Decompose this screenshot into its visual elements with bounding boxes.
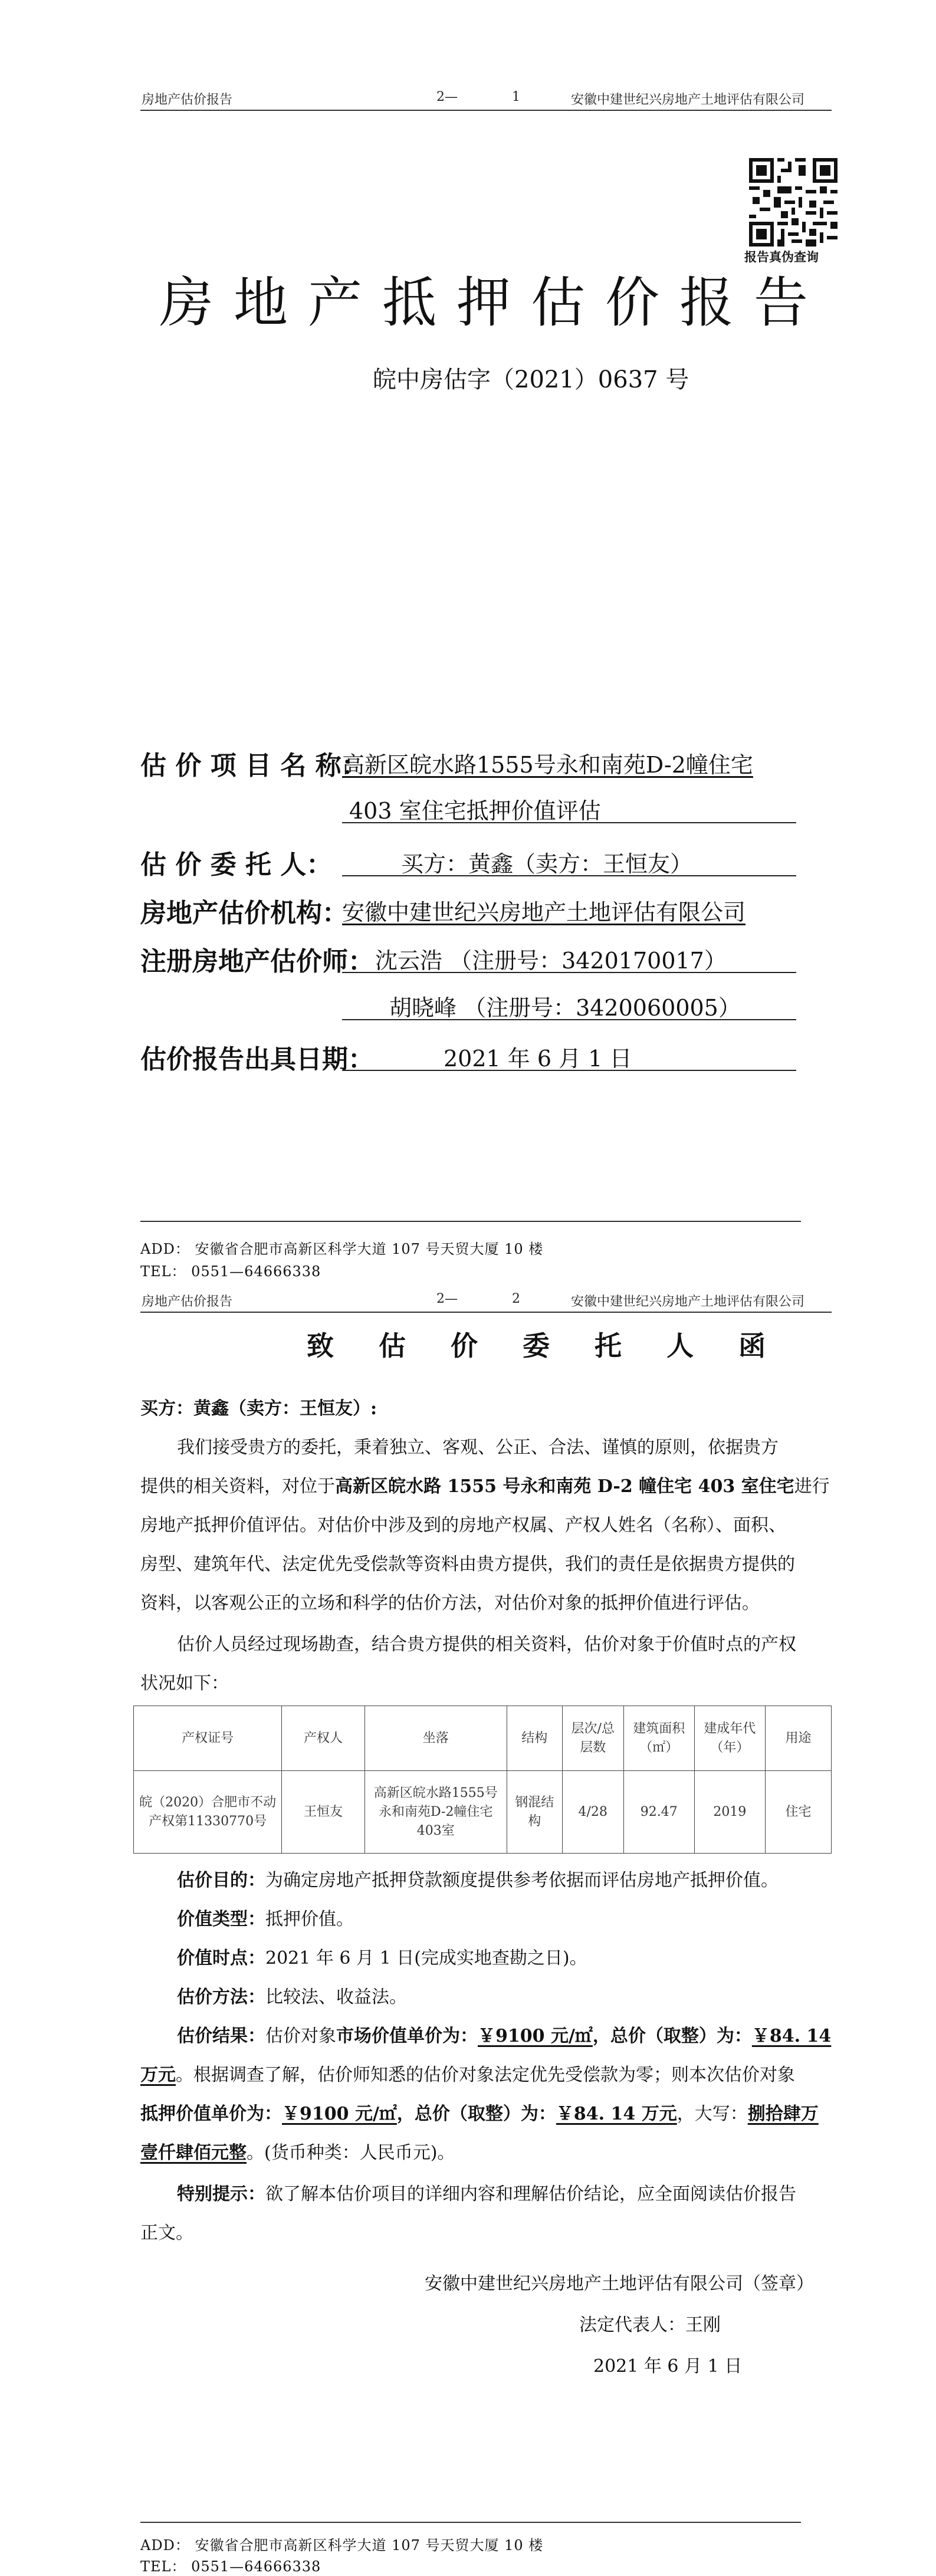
table-header-cell: 建筑面积（㎡） <box>623 1706 694 1771</box>
table-cell: 92.47 <box>623 1771 694 1854</box>
notice-line: 正文。 <box>140 2223 193 2243</box>
table-header-cell: 建成年代（年） <box>694 1706 765 1771</box>
letter-paragraph-line: 我们接受贵方的委托，秉着独立、客观、公正、合法、谨慎的原则，依据贵方 <box>177 1437 779 1458</box>
table-cell: 钢混结构 <box>507 1771 562 1854</box>
report-title: 房地产抵押估价报告 <box>159 271 829 334</box>
table-header-cell: 坐落 <box>364 1706 507 1771</box>
table-header-cell: 产权人 <box>282 1706 364 1771</box>
result-line: 估价结果：估价对象市场价值单价为：￥9100 元/㎡，总价（取整）为：￥84. 14 <box>177 2026 832 2046</box>
agency-value: 安徽中建世纪兴房地产土地评估有限公司 <box>342 899 746 925</box>
footer-address: ADD： 安徽省合肥市高新区科学大道 107 号天贸大厦 10 楼 <box>140 2537 544 2554</box>
page-number: 2 <box>512 1292 520 1306</box>
letter-paragraph-line: 估价人员经过现场勘查，结合贵方提供的相关资料，估价对象于价值时点的产权 <box>177 1634 796 1655</box>
signature-company: 安徽中建世纪兴房地产土地评估有限公司（签章） <box>425 2273 814 2294</box>
table-cell: 王恒友 <box>282 1771 364 1854</box>
page-header-right: 安徽中建世纪兴房地产土地评估有限公司 <box>571 93 805 107</box>
project-name-line1: 高新区皖水路1555号永和南苑D-2幢住宅 <box>342 752 753 778</box>
table-row <box>134 1771 832 1854</box>
client-value: 买方：黄鑫（卖方：王恒友） <box>401 851 693 877</box>
appraiser-2: 胡晓峰 （注册号：3420060005） <box>389 995 741 1021</box>
page-header-left: 房地产估价报告 <box>142 1294 233 1309</box>
page-number: 1 <box>512 90 520 104</box>
signature-date: 2021 年 6 月 1 日 <box>593 2356 743 2377</box>
notice-line: 特别提示：欲了解本估价项目的详细内容和理解估价结论，应全面阅读估价报告 <box>177 2184 796 2204</box>
result-line: 抵押价值单价为：￥9100 元/㎡，总价（取整）为：￥84. 14 万元，大写：捌拾肆万 <box>140 2104 819 2124</box>
table-cell: 2019 <box>694 1771 765 1854</box>
qr-code-icon[interactable] <box>749 158 838 247</box>
letter-paragraph-line: 提供的相关资料，对位于高新区皖水路 1555 号永和南苑 D-2 幢住宅 403 室住宅进行 <box>140 1476 830 1497</box>
table-header-row <box>134 1706 832 1771</box>
result-line: 壹仟肆佰元整。(货币种类：人民币元)。 <box>140 2143 455 2163</box>
letter-title: 致 估 价 委 托 人 函 <box>307 1330 784 1362</box>
page-header-left: 房地产估价报告 <box>142 93 233 107</box>
client-label: 估 价 委 托 人： <box>140 850 333 880</box>
letter-addressee: 买方：黄鑫（卖方：王恒友）: <box>140 1398 377 1419</box>
value-time-line: 价值时点：2021 年 6 月 1 日(完成实地查勘之日)。 <box>177 1948 587 1969</box>
table-header-cell: 用途 <box>765 1706 831 1771</box>
page-header-mid: 2— <box>436 90 458 104</box>
result-line: 万元。根据调查了解，估价师知悉的估价对象法定优先受偿款为零；则本次估价对象 <box>140 2065 795 2085</box>
letter-paragraph-line: 房地产抵押价值评估。对估价中涉及到的房地产权属、产权人姓名（名称）、面积、 <box>140 1515 786 1536</box>
value-type-line: 价值类型：抵押价值。 <box>177 1909 354 1930</box>
table-header-cell: 层次/总层数 <box>562 1706 623 1771</box>
table-header-cell: 结构 <box>507 1706 562 1771</box>
letter-paragraph-line: 资料，以客观公正的立场和科学的估价方法，对估价对象的抵押价值进行评估。 <box>140 1593 760 1614</box>
letter-paragraph-line: 房型、建筑年代、法定优先受偿款等资料由贵方提供，我们的责任是依据贵方提供的 <box>140 1554 795 1575</box>
table-cell: 皖（2020）合肥市不动产权第11330770号 <box>134 1771 282 1854</box>
project-name-label: 估 价 项 目 名 称： <box>140 751 367 781</box>
table-cell: 4/28 <box>562 1771 623 1854</box>
property-table <box>133 1706 832 1854</box>
report-date-value: 2021 年 6 月 1 日 <box>444 1046 632 1072</box>
letter-paragraph-line: 状况如下： <box>140 1673 229 1694</box>
page-header-right: 安徽中建世纪兴房地产土地评估有限公司 <box>571 1294 805 1309</box>
appraiser-1: 沈云浩 （注册号：3420170017） <box>375 948 727 974</box>
project-name-line2: 403 室住宅抵押价值评估 <box>349 798 601 824</box>
report-number: 皖中房估字（2021）0637 号 <box>373 366 689 393</box>
footer-phone: TEL： 0551—64666338 <box>140 2558 321 2575</box>
table-cell: 住宅 <box>765 1771 831 1854</box>
footer-phone: TEL： 0551—64666338 <box>140 1263 321 1280</box>
method-line: 估价方法：比较法、收益法。 <box>177 1987 407 2007</box>
page-header-mid: 2— <box>436 1292 458 1306</box>
table-cell: 高新区皖水路1555号永和南苑D-2幢住宅403室 <box>364 1771 507 1854</box>
agency-label: 房地产估价机构： <box>140 898 348 928</box>
footer-address: ADD： 安徽省合肥市高新区科学大道 107 号天贸大厦 10 楼 <box>140 1241 544 1257</box>
purpose-line: 估价目的：为确定房地产抵押贷款额度提供参考依据而评估房地产抵押价值。 <box>177 1870 779 1891</box>
report-date-label: 估价报告出具日期： <box>140 1044 374 1075</box>
signature-representative: 法定代表人：王刚 <box>579 2315 721 2335</box>
appraiser-label: 注册房地产估价师： <box>140 947 374 977</box>
table-header-cell: 产权证号 <box>134 1706 282 1771</box>
qr-caption: 报告真伪查询 <box>744 249 819 264</box>
